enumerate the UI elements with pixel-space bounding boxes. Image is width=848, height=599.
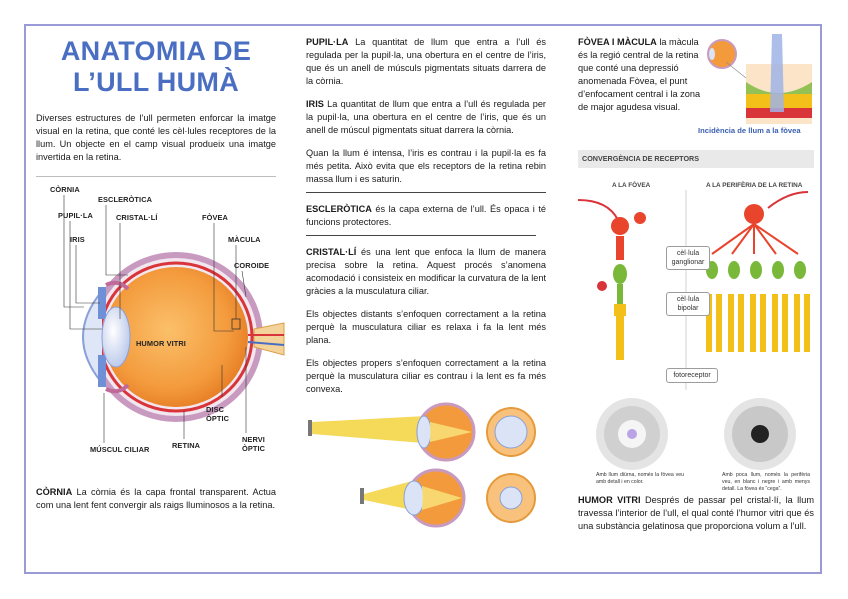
fovea-paragraph (578, 36, 704, 114)
column-left (36, 26, 276, 572)
eye-cross-section-illustration (36, 179, 286, 469)
cristali-paragraph (306, 246, 546, 298)
esclerotica-term: ESCLERÒTICA (306, 204, 372, 214)
distants-paragraph: Els objectes distants s’enfoquen correctament a la retina perquè la musculatura ciliar es relaxa i fa la lent més plana. (306, 309, 546, 345)
cornia-term: CÒRNIA (36, 487, 73, 497)
propers-paragraph: Els objectes propers s’enfoquen correctament a la retina perquè la musculatura ciliar es contrau i la lent es fa més convexa. (306, 358, 546, 394)
receptor-convergence-panel (578, 150, 814, 490)
humor-term: HUMOR VITRI (578, 495, 641, 505)
column-right (578, 26, 814, 572)
accommodation-illustration (306, 402, 546, 552)
label-retina: RETINA (172, 441, 201, 450)
label-cristali: CRISTAL·LÍ (116, 213, 158, 222)
divider (36, 176, 276, 177)
fovea-caption: Incidència de llum a la fòvea (698, 126, 801, 135)
cristali-text: és una lent que enfoca la llum de manera precisa sobre la retina. Aquest procés s’anomena acomodació i consisteix en modificar la curvatura de la lent gràcies a la musculatura ciliar. (306, 247, 547, 296)
fovea-term: FÒVEA I MÀCULA (578, 37, 657, 47)
periphery-vision-caption: Amb poca llum, només la perifèria veu, en blanc i negre i amb menys detall. La fòvea és “cega”. (722, 472, 810, 492)
esclerotica-paragraph (306, 203, 546, 229)
iris-text: La quantitat de llum que entra a l’ull és regulada per la pupil·la, una obertura en el centre de l’iris, que és un anell de múscul pigmentats situat darrera la còrnia. (306, 99, 546, 135)
label-humor-vitri: HUMOR VITRI (136, 339, 186, 348)
bipolar-cell-label: cèl·lula bipolar (666, 292, 710, 316)
label-nervi-optic: NERVI ÒPTIC (242, 435, 266, 453)
cristali-term: CRISTAL·LÍ (306, 247, 357, 257)
accommodation-diagram (306, 402, 546, 552)
eye-diagram (36, 179, 286, 469)
pupila-term: PUPIL·LA (306, 37, 349, 47)
fovea-column-heading: A LA FÒVEA (612, 182, 651, 189)
page-title: ANATOMIA DE L’ULL HUMÀ (60, 36, 252, 97)
label-esclerotica: ESCLERÒTICA (98, 195, 153, 204)
label-disc-optic: DISC ÒPTIC (206, 405, 230, 423)
humor-paragraph (578, 494, 814, 533)
label-macula: MÀCULA (228, 235, 261, 244)
divider (306, 192, 546, 193)
photoreceptor-label: fotoreceptor (666, 368, 718, 383)
iris-paragraph (306, 98, 546, 137)
periphery-column-heading: A LA PERIFÈRIA DE LA RETINA (706, 182, 803, 189)
ganglion-cell-label: cèl·lula ganglionar (666, 246, 710, 270)
fovea-vision-caption: Amb llum diürna, només la fòvea veu amb detall i en color. (596, 472, 684, 485)
pupila-paragraph (306, 36, 546, 88)
humor-vitri-section (578, 494, 814, 533)
fovea-text: la màcula és la regió central de la retina que conté una depressió anomenada Fòvea, el punt d’enfocament central i la zona de major agudesa visual. (578, 37, 701, 112)
iris-term: IRIS (306, 99, 324, 109)
pupila-text: La quantitat de llum que entra a l’ull és regulada per la pupil·la, una obertura en el centre de l’iris, que és un anell de músculs pigmentats situats darrera de la còrnia. (306, 37, 546, 86)
object-near (360, 488, 364, 504)
label-pupila: PUPIL·LA (58, 211, 93, 220)
label-coroide: COROIDE (234, 261, 270, 270)
llum-intensa-paragraph: Quan la llum é intensa, l’iris es contrau i la pupil·la es fa més petita. Això evita que els receptors de la retina rebin massa llum i es saturin. (306, 148, 546, 184)
fovea-section (578, 26, 814, 148)
column-middle (306, 26, 546, 572)
humor-text: Després de passar pel cristal·lí, la llum travessa l’interior de l’ull, el qual conté l’humor vitri que és una substància gelatinosa que proporciona volum a l’ull. (578, 495, 814, 531)
cornia-paragraph (36, 486, 276, 512)
object-far (308, 420, 312, 436)
divider (306, 235, 536, 236)
cornia-text: La còrnia és la capa frontal transparent. Actua com una lent fent convergir als raigs lluminosos a la retina. (36, 487, 276, 510)
label-iris: IRIS (70, 235, 85, 244)
page-frame (24, 24, 822, 574)
vision-comparison-illustration (578, 394, 814, 470)
esclerotica-text: és la capa externa de l’ull. És opaca i té funcions protectores. (306, 204, 546, 227)
label-fovea: FÒVEA (202, 213, 228, 222)
intro-paragraph: Diverses estructures de l’ull permeten enforcar la imatge visual en la retina, que conté les cèl·lules receptores de la llum. Un objecte en el camp visual produeix una imatge invertida en la retina. (36, 113, 276, 162)
label-muscul-ciliar: MÚSCUL CILIAR (90, 445, 150, 454)
convergence-title: CONVERGÈNCIA DE RECEPTORS (578, 150, 814, 168)
label-cornia: CÒRNIA (50, 185, 80, 194)
